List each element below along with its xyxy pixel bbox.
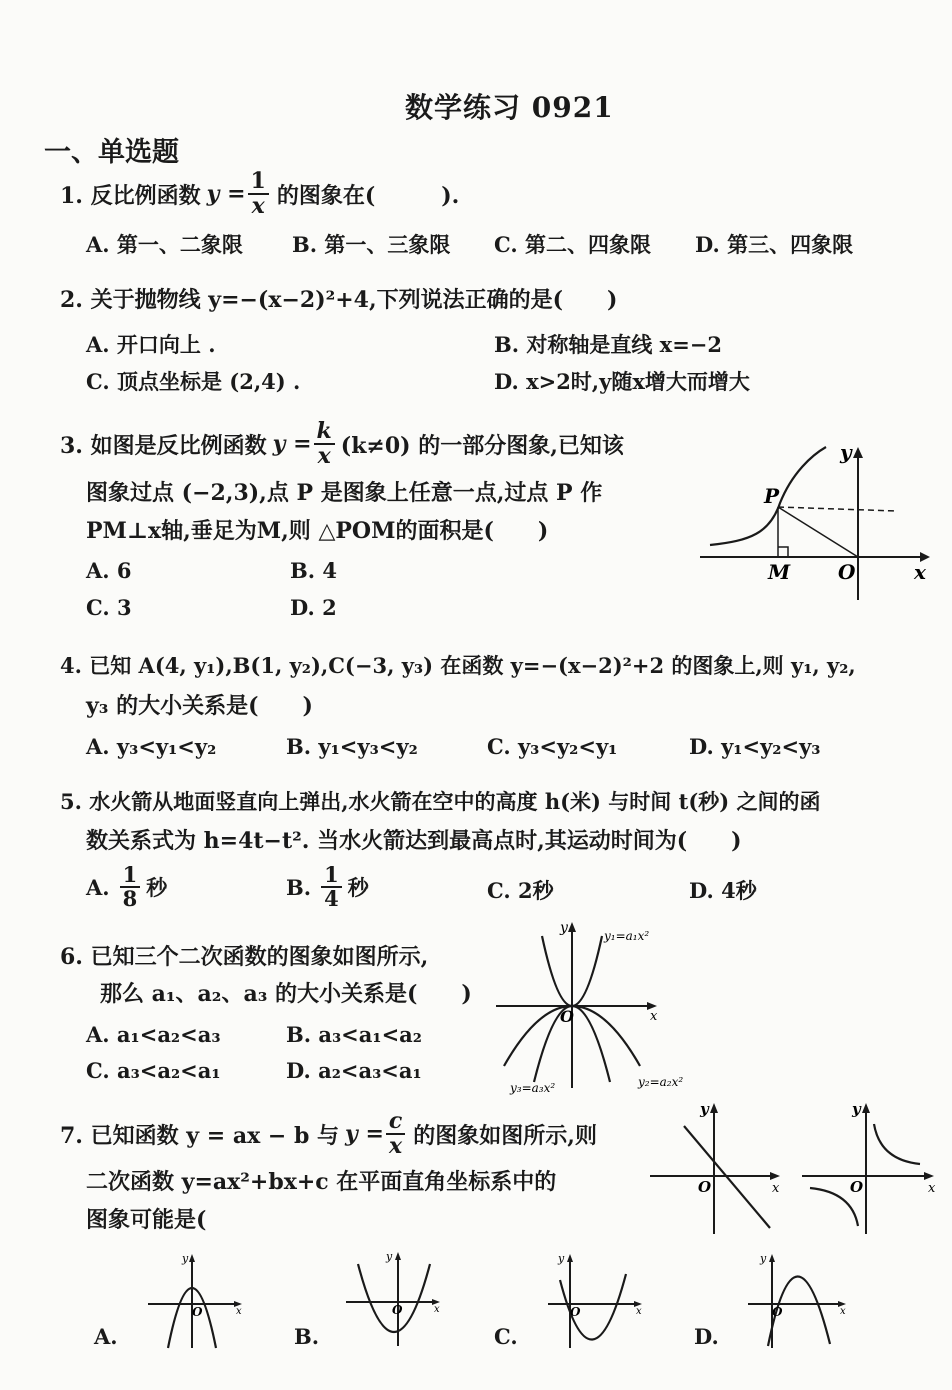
q3-option-a[interactable]: A. 6 [86,558,132,583]
q5-option-a[interactable] [86,864,167,910]
q3-denominator: x [317,443,331,470]
q7-c-label-y: y [558,1252,565,1265]
q6-option-a[interactable]: A. a₁<a₂<a₃ [86,1022,221,1047]
q7-f2-label-y: y [852,1100,861,1118]
q7-c-y-arrow [567,1254,573,1262]
q7-option-c-label[interactable]: C. [494,1324,518,1349]
q5-b-den: 4 [324,886,339,912]
q6-label-x: x [650,1009,658,1024]
q7-option-d-label[interactable]: D. [694,1324,719,1349]
q1-option-d[interactable]: D. 第三、四象限 [695,232,854,257]
q7-a-y-arrow [189,1254,195,1262]
q7-post: 的图象如图所示,则 [413,1122,597,1149]
q7-c-label-o: O [570,1305,581,1319]
q6-label-curve-2: y₂=a₂x² [638,1075,684,1089]
q1-denominator: x [251,193,265,220]
q3-right-angle [778,547,788,557]
q5-option-c[interactable]: C. 2秒 [487,878,554,903]
q3-label-p: P [764,484,780,508]
q7-f1-label-x: x [772,1181,780,1196]
q3-option-d[interactable]: D. 2 [290,595,337,620]
q7-d-label-y: y [760,1252,767,1265]
q5-a-unit: 秒 [146,875,168,901]
q2-option-a[interactable]: A. 开口向上 . [86,332,216,357]
q6-y-arrow [568,922,576,932]
q5-a-num: 1 [120,864,141,888]
q7-f1-label-y: y [700,1100,709,1118]
q7-b-label-x: x [434,1304,440,1315]
q7-d-label-o: O [772,1305,783,1319]
q3-post: (k≠0) 的一部分图象,已知该 [340,432,624,459]
q6-option-b[interactable]: B. a₃<a₁<a₂ [286,1022,422,1047]
q6-option-c[interactable]: C. a₃<a₂<a₁ [86,1058,221,1083]
question-5-line-1: 5. 水火箭从地面竖直向上弹出,水火箭在空中的高度 h(米) 与时间 t(秒) 之间的函 [60,789,821,814]
q1-lhs: y = [206,181,246,208]
q7-d-label-x: x [840,1306,846,1317]
q7-fraction [386,1110,405,1158]
q7-numerator: c [386,1110,405,1135]
q7-option-c-figure[interactable] [546,1252,656,1352]
q2-option-d[interactable]: D. x>2时,y随x增大而增大 [494,369,750,394]
q7-pre: 7. 已知函数 y = ax − b 与 [60,1122,339,1149]
q3-po-segment [778,507,858,557]
q7-option-a-label[interactable]: A. [94,1324,118,1349]
q3-label-m: M [768,560,791,584]
q3-fraction [314,420,335,468]
q3-line-3: PM⊥x轴,垂足为M,则 △POM的面积是( ) [86,518,549,544]
q7-option-a-figure[interactable] [146,1252,256,1352]
q6-label-curve-3: y₃=a₃x² [510,1081,556,1095]
question-2-stem: 2. 关于抛物线 y=−(x−2)²+4,下列说法正确的是( ) [60,287,618,313]
q7-f2-branch-1 [874,1124,920,1164]
q1-pre: 1. 反比例函数 [60,182,201,209]
q5-b-num: 1 [321,864,342,888]
q7-f2-label-o: O [850,1178,864,1196]
q4-option-c[interactable]: C. y₃<y₂<y₁ [487,734,618,759]
q7-f1-y-arrow [710,1103,718,1113]
q2-option-b[interactable]: B. 对称轴是直线 x=−2 [494,332,723,357]
q4-option-a[interactable]: A. y₃<y₁<y₂ [86,734,217,759]
q3-numerator: k [314,420,335,445]
q7-line-figure [648,1100,788,1240]
q7-f1-x-arrow [770,1172,780,1180]
q7-option-d-figure[interactable] [746,1252,856,1352]
q3-dashed-line [778,507,896,511]
q5-a-den: 8 [122,886,138,912]
q3-label-x: x [914,560,926,584]
question-4-line-2: y₃ 的大小关系是( ) [86,693,313,719]
question-4-line-1: 4. 已知 A(4, y₁),B(1, y₂),C(−3, y₃) 在函数 y=−(x−2)²+2 的图象上,则 y₁, y₂, [60,653,856,678]
q5-a-fraction [120,864,141,910]
q3-lhs: y = [272,431,312,458]
q7-b-label-y: y [386,1250,393,1263]
q1-option-a[interactable]: A. 第一、二象限 [86,232,243,257]
q7-a-label-x: x [236,1306,242,1317]
q1-fraction [248,170,269,218]
question-1-stem [60,170,459,218]
q3-label-y: y [840,440,852,464]
q6-label-y: y [560,920,568,936]
q3-option-b[interactable]: B. 4 [290,558,337,583]
q4-option-b[interactable]: B. y₁<y₃<y₂ [286,734,418,759]
q7-line-2: 二次函数 y=ax²+bx+c 在平面直角坐标系中的 [86,1169,557,1195]
q5-b-unit: 秒 [347,875,369,901]
q7-b-parabola [358,1264,430,1332]
q3-option-c[interactable]: C. 3 [86,595,132,620]
section-heading: 一、单选题 [44,137,179,168]
q2-option-c[interactable]: C. 顶点坐标是 (2,4) . [86,369,301,394]
q7-f1-label-o: O [698,1178,712,1196]
question-3-stem [60,420,624,468]
q7-f2-x-arrow [924,1172,934,1180]
q7-f2-y-arrow [862,1103,870,1113]
q5-b-label: B. [286,874,312,900]
q6-figure [492,920,702,1095]
q5-option-b[interactable] [286,864,369,910]
q7-b-y-arrow [395,1252,401,1260]
q7-d-y-arrow [769,1254,775,1262]
q1-post: 的图象在( ). [276,182,460,209]
q5-b-fraction [321,864,342,910]
q6-label-curve-1: y₁=a₁x² [604,929,650,943]
q7-a-label-y: y [182,1252,189,1265]
q7-a-label-o: O [192,1305,203,1319]
q7-line-3: 图象可能是( [86,1207,207,1233]
question-7-stem [60,1110,597,1158]
question-5-line-2: 数关系式为 h=4t−t². 当水火箭达到最高点时,其运动时间为( ) [86,828,742,854]
q7-option-b-figure[interactable] [344,1250,454,1350]
page-title: 数学练习 0921 [405,91,614,124]
q1-option-b[interactable]: B. 第一、三象限 [292,232,451,257]
q1-option-c[interactable]: C. 第二、四象限 [494,232,651,257]
q3-figure [700,440,940,605]
question-6-line-1: 6. 已知三个二次函数的图象如图所示, [60,944,429,970]
q5-a-label: A. [86,874,110,900]
q7-hyperbola-figure [800,1100,942,1240]
q6-label-o: O [560,1007,574,1026]
q5-option-d[interactable]: D. 4秒 [689,878,757,903]
q7-f2-label-x: x [928,1181,936,1196]
question-6-line-2: 那么 a₁、a₂、a₃ 的大小关系是( ) [100,981,472,1007]
q4-option-d[interactable]: D. y₁<y₂<y₃ [689,734,821,759]
q7-c-label-x: x [636,1306,642,1317]
q7-b-label-o: O [392,1303,403,1317]
q3-label-o: O [838,560,856,584]
q6-option-d[interactable]: D. a₂<a₃<a₁ [286,1058,422,1083]
q7-denominator: x [389,1133,403,1160]
q3-pre: 3. 如图是反比例函数 [60,432,267,459]
q7-option-b-label[interactable]: B. [294,1324,320,1349]
q1-numerator: 1 [248,170,269,195]
q3-y-arrow [853,447,863,458]
q7-lhs: y = [345,1121,384,1148]
q3-line-2: 图象过点 (−2,3),点 P 是图象上任意一点,过点 P 作 [86,480,603,506]
